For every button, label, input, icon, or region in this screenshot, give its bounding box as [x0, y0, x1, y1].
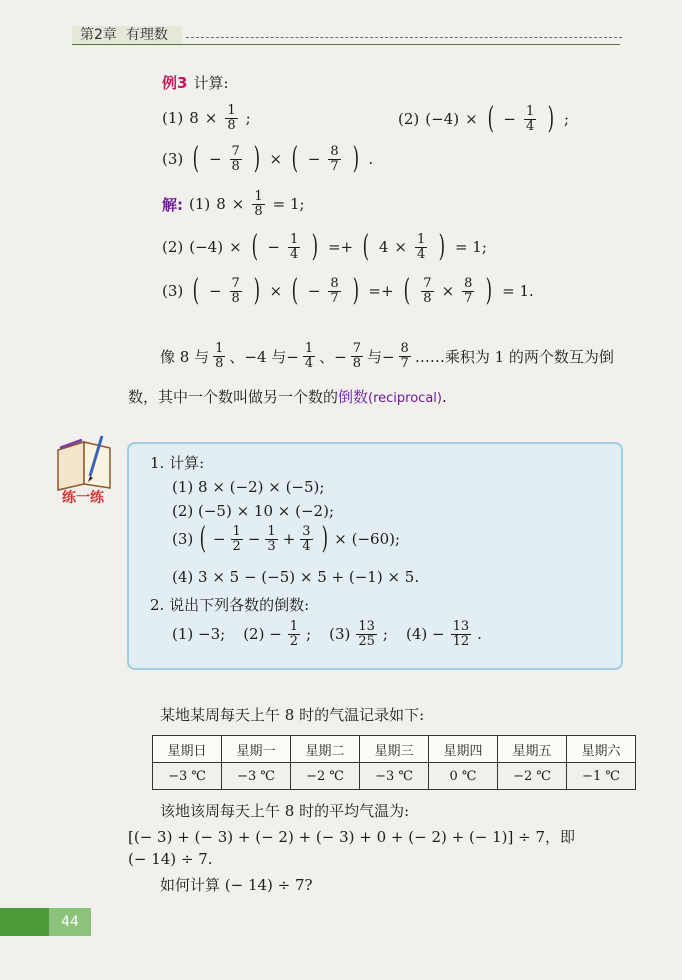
fraction: $\frac{1}{2}$ [289, 619, 299, 649]
table-header-cell: 星期六 [567, 736, 636, 763]
practice-label: 练一练 [62, 490, 104, 506]
fraction: $\frac{1}{8}$ [215, 341, 224, 371]
table-header-cell: 星期二 [291, 736, 360, 763]
fraction: $\frac{13}{12}$ [452, 619, 470, 649]
temperature-table [152, 735, 636, 790]
fraction: $\frac{3}{4}$ [302, 523, 311, 554]
example-q1: (1) 8 × $\frac{1}{8}$ ; [162, 103, 251, 133]
table-cell: −3 ℃ [360, 763, 429, 790]
table-header-cell: 星期日 [153, 736, 222, 763]
fraction: $\frac{7}{8}$ [423, 275, 432, 306]
fraction: $\frac{8}{7}$ [330, 143, 339, 174]
fraction: $\frac{7}{8}$ [352, 341, 361, 371]
practice-item: (2) (−5) × 10 × (−2); [172, 502, 334, 520]
table-cell: −3 ℃ [222, 763, 291, 790]
solution-s1: 解: (1) 8 × $\frac{1}{8}$ = 1; [162, 189, 305, 219]
fraction: $\frac{1}{3}$ [267, 523, 276, 554]
solution-s3: (3) ( − $\frac{7}{8}$ ) × ( − $\frac{8}{7}$ ) =+ ( $\frac{7}{8}$ × $\frac{8}{7}$ ) = 1. [162, 273, 534, 308]
fraction: $\frac{13}{25}$ [358, 619, 375, 649]
term-english: (reciprocal) [368, 391, 442, 406]
practice-q2-title: 2. 说出下列各数的倒数: [150, 596, 310, 614]
header-dashed-rule [186, 37, 622, 38]
table-cell: 0 ℃ [429, 763, 498, 790]
table-header-cell: 星期三 [360, 736, 429, 763]
fraction: $\frac{1}{8}$ [227, 103, 236, 133]
chapter-header [80, 24, 168, 44]
table-row [153, 763, 636, 790]
average-intro: 该地该周每天上午 8 时的平均气温为: [160, 802, 410, 820]
example-label: 例3 [162, 74, 188, 92]
practice-q2-items: (1) −3; (2) − $\frac{1}{2}$ ; (3) $\frac{13}{25}$ ; (4) − $\frac{13}{12}$ . [172, 619, 482, 649]
example-q3: (3) ( − $\frac{7}{8}$ ) × ( − $\frac{8}{7}$ ) . [162, 141, 374, 176]
chapter-number: 第2章 [80, 27, 117, 43]
practice-q1-title: 1. 计算: [150, 454, 205, 472]
fraction: $\frac{1}{2}$ [232, 523, 241, 554]
temperature-intro: 某地某周每天上午 8 时的气温记录如下: [160, 706, 425, 724]
table-cell: −1 ℃ [567, 763, 636, 790]
header-rule [72, 44, 620, 45]
fraction: $\frac{7}{8}$ [231, 275, 240, 306]
solution-s2: (2) (−4) × ( − $\frac{1}{4}$ ) =+ ( 4 × $\frac{1}{4}$ ) = 1; [162, 229, 487, 264]
fraction: $\frac{1}{4}$ [525, 103, 535, 134]
table-header-cell: 星期一 [222, 736, 291, 763]
solution-label: 解: [162, 195, 183, 214]
fraction: $\frac{1}{4}$ [289, 231, 299, 262]
page-number: 44 [49, 908, 91, 936]
practice-item: (3) ( − $\frac{1}{2}$ − $\frac{1}{3}$ + $\frac{3}{4}$ ) × (−60); [172, 521, 401, 556]
fraction: $\frac{1}{8}$ [254, 189, 263, 219]
example-q2: (2) (−4) × ( − $\frac{1}{4}$ ) ; [398, 101, 570, 136]
definition-line2: 数，其中一个数叫做另一个数的倒数(reciprocal). [128, 388, 447, 406]
fraction: $\frac{1}{4}$ [304, 341, 314, 371]
fraction: $\frac{1}{4}$ [416, 231, 426, 262]
table-header-row [153, 736, 636, 763]
fraction: $\frac{8}{7}$ [464, 275, 473, 306]
chapter-title: 有理数 [125, 27, 168, 43]
definition-line1: 像 8 与 $\frac{1}{8}$ 、−4 与− $\frac{1}{4}$ 、− $\frac{7}{8}$ 与− $\frac{8}{7}$ ……乘积为 1 的两个数互为倒 [160, 341, 614, 371]
average-formula: [(− 3) + (− 3) + (− 2) + (− 3) + 0 + (− 2) + (− 1)] ÷ 7，即 [128, 828, 576, 846]
division-question: 如何计算 (− 14) ÷ 7? [160, 876, 313, 894]
table-header-cell: 星期四 [429, 736, 498, 763]
fraction: $\frac{8}{7}$ [330, 275, 339, 306]
table-header-cell: 星期五 [498, 736, 567, 763]
term-reciprocal: 倒数 [338, 388, 369, 406]
fraction: $\frac{7}{8}$ [231, 143, 240, 174]
table-cell: −2 ℃ [498, 763, 567, 790]
practice-item: (1) 8 × (−2) × (−5); [172, 478, 325, 496]
table-cell: −2 ℃ [291, 763, 360, 790]
example-heading [162, 72, 229, 93]
fraction: $\frac{8}{7}$ [400, 341, 409, 371]
example-prompt: 计算: [193, 74, 229, 92]
practice-item: (4) 3 × 5 − (−5) × 5 + (−1) × 5. [172, 568, 420, 586]
table-cell: −3 ℃ [153, 763, 222, 790]
average-formula-result: (− 14) ÷ 7. [128, 850, 213, 868]
